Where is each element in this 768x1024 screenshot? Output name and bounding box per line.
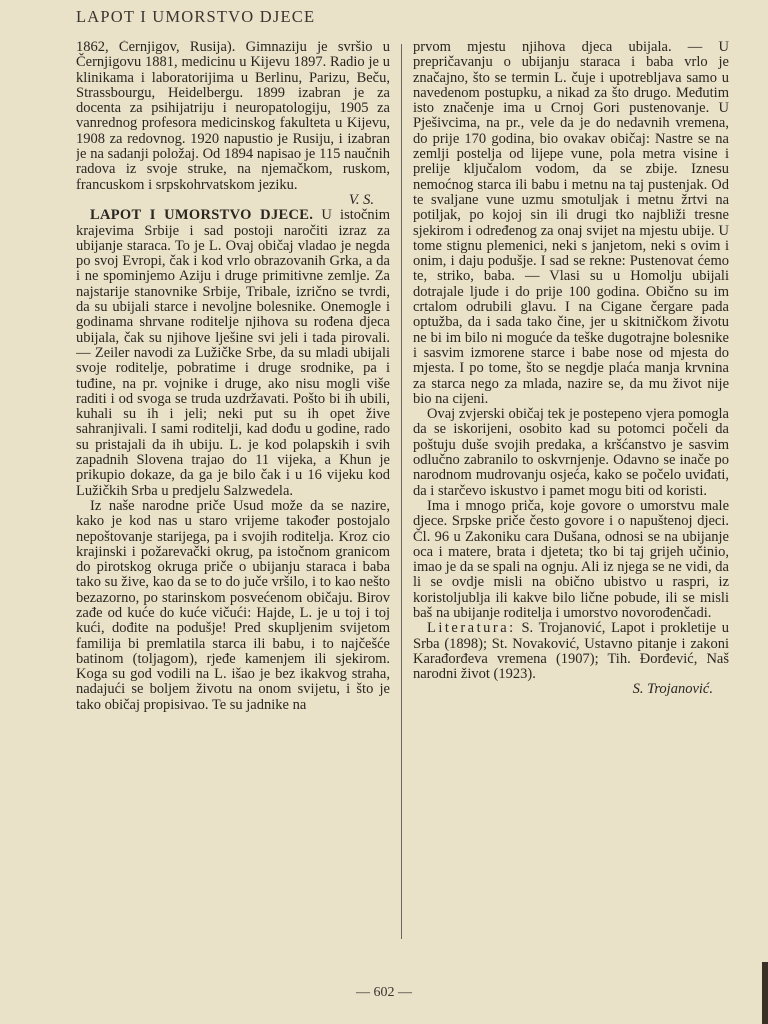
article-heading: LAPOT I UMORSTVO DJECE. xyxy=(90,207,314,224)
left-column xyxy=(76,40,390,970)
paragraph-custom-eradication: Ovaj zvjerski običaj tek je postepeno vjera pomogla da se iskorijeni, osobito kad su potomci počeli da poštuju duše svojih predaka, a kršćanstvo je sasvim odlučno zabranilo to oskvrnjenje. Odavno se inače po narodnom mudrovanju osjeća, kako se počelo uviđati, da i starčevo iskustvo i pamet mogu biti od koristi. xyxy=(413,406,729,499)
right-column xyxy=(413,40,729,970)
paragraph-lapot-intro: U istočnim krajevima Srbije i sad postoji naročiti izraz za ubijanje staraca. To je L. Ovaj običaj vladao je negda po svoj Evropi, čak i kod vrlo obrazovanih Grka, a da i ne spominjemo Aziju i druge primitivne zemlje. Za najstarije stanovnike Srbije, Tribale, izrično se tvrdi, da su ubijali starce i nevoljne bolesnike. Onemogle i godinama shrvane roditelje njihova su rođena djeca ubijala, čak su njihove lješine svi jeli i tada pirovali. — Zeiler navodi za Lužičke Srbe, da su mladi ubijali svoje roditelje, pobratime i druge srodnike, pa i tuđine, na pr. vojnike i druge, ako nisu mogli više raditi i od svoga se truda uzdržavati. Pošto bi ih ubili, kuhali su ih i jeli; neki put su ih opet žive sahranjivali. I sami roditelji, kad dođu u godine, rado su pristajali da ih ubiju. L. je kod polapskih i svih zapadnih Slovena trajao do 11 vijeka, a Khun je prikupio dokaze, da ga je bilo čak i u 16 vijeku kod Lužičkih Srba u predjelu Salzwedela. xyxy=(76,207,390,499)
author-signature-vs: V. S. xyxy=(348,191,374,208)
running-title: LAPOT I UMORSTVO DJECE xyxy=(76,7,316,26)
article-lapot xyxy=(76,208,390,499)
paragraph-biography: 1862, Černjigov, Rusija). Gimnaziju je svršio u Černjigovu 1881, medicinu u Kijevu 1897. Radio je u klinikama i laboratorijima u Berlinu, Parizu, Beču, Strassbourgu, Heidelbergu. 1899 izabran je za docenta za psihijatriju i neuropatologiju, 1905 za vanrednog profesora medicinskog fakulteta u Kijevu, 1908 za redovnog. 1920 napustio je Rusiju, i izabran je na sadanji položaj. Od 1894 napisao je 115 naučnih radova iz svoje struke, na njemačkom, ruskom, francuskom i srpskohrvatskom jeziku. xyxy=(76,40,390,193)
column-divider xyxy=(401,44,402,939)
page-number: — 602 — xyxy=(356,985,412,1000)
literature xyxy=(413,621,729,682)
page-edge-mark xyxy=(762,962,768,1024)
paragraph-continuation: prvom mjestu njihova djeca ubijala. — U prepričavanju o ubijanju staraca i baba vrlo je značajno, što se termin L. čuje i upotrebljava samo u navedenom postupku, a nikad za što drugo. Međutim isto značenje ima u Crnoj Gori pustenovanje. U Pješivcima, na pr., vele da je do nedavnih vremena, do prije 170 godina, bio ovakav običaj: Nastre se na zemlji postelja od lijepe vune, pola metra visine i prelije ključalom vodom, da se zbije. Iznesu nemoćnog starca ili babu i metnu na taj pustenjak. Od te svaljane vune uzmu smotuljak i metnu žrtvi na potiljak, po kojoj sin ili drugi tko najbliži tresne sjekirom i određenog za onaj svijet na mjestu ubije. U tome stignu plemenici, neki s janjetom, neki s ovim i onim, i daju podušje. I sad se rekne: Pustenovat ćemo te, striko, baba. — Vlasi su u Homolju ubijali dotrajale ljude i do prije 100 godina. Obično su im crtalom odrubili glavu. I na Cigane čergare pada optužba, da i sada tako čine, jer u skitničkom životu ne bi im bilo ni moguće da teške dugotrajne bolesnike i sasvim izmorene starce i babe nose od mjesta do mjesta. I po tome, što se negdje plaća manja krvnina za starca nego za mlada, nazire se, da mu život nije bio na cijeni. xyxy=(413,40,729,407)
literature-references: S. Trojanović, Lapot i prokletije u Srba (1898); St. Novaković, Ustavno pitanje i zakoni Karađorđeva vremena (1907); Tih. Đorđević, Naš narodni život (1923). xyxy=(413,620,729,683)
paragraph-folk-tales: Iz naše narodne priče Usud može da se nazire, kako je kod nas u staro vrijeme također postojalo nepoštovanje starijega, pa i svojih roditelja. Kroz cio krajinski i požarevački okrug, pa istočnom granicom do pirotskog okruga priče o ubijanju staraca i baba tako su žive, kao da se to do juče vršilo, i to kao nešto bezazorno, po starinskom posvećenom običaju. Birov zađe od kuće do kuće vičući: Hajde, L. je u toj i toj kući, dođite na podušje! Pred skupljenim svijetom familija bi premlatila starca ili babu, i to najčešće batinom (toljagom), rjeđe kamenjem ili sjekirom. Koga su god vodili na L. išao je bez ikakvog straha, nadajući se boljem životu na onom svijetu, i što je tako običaj propisivao. Te su jadnike na xyxy=(76,497,390,713)
author-signature-trojanovic: S. Trojanović. xyxy=(632,681,713,698)
literature-label: Literatura: xyxy=(427,620,516,637)
paragraph-child-murder: Ima i mnogo priča, koje govore o umorstvu male djece. Srpske priče često govore i o napuštenoj djeci. Čl. 96 u Zakoniku cara Dušana, odnosi se na ubijanje oca i matere, brata i djeteta; tko bi taj grijeh učinio, imao je da se spali na ognju. Ali iz njega se ne vidi, da li se ovdje misli na obično ubistvo u raspri, iz koristoljublja ili kakve bilo lične pobude, ili se misli baš na ubijanje roditelja i umorstvo novorođenčadi. xyxy=(413,497,729,621)
